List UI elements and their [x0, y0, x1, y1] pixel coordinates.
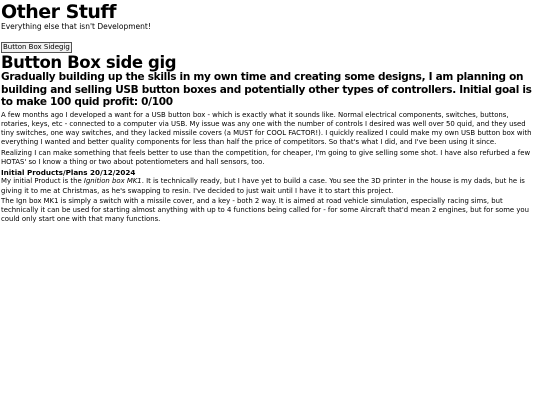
initial-product-text-end: . It is technically ready, but I have yet to build a case. You see the 3D printer in the house is my dads, but he is giving it to me at Christmas, as he's swapping to resin. I've decided to just wait until I have it to start this project. — [1, 177, 525, 195]
section-heading: Initial Products/Plans 20/12/2024 — [1, 168, 136, 178]
ign-box-paragraph: The Ign box MK1 is simply a switch with a missile cover, and a key - both 2 way. It is aimed at road vehicle simulation, especially racing sims, but technically it can be used for starting almost anything with up to 4 functions being called for - for some Aircraft that'd mean 2 engines, but for some you could only start one with that many functions. — [1, 196, 530, 224]
product-name: Ignition box MK1 — [83, 177, 142, 186]
site-tagline: Everything else that isn't Development! — [1, 22, 151, 31]
post-title: Button Box side gig — [1, 53, 177, 72]
post-subtitle: Gradually building up the skills in my own time and creating some designs, I am planning on building and selling USB button boxes and potentially other types of controllers. Initial goal is to make 100 quid profit: 0/100 — [1, 71, 532, 108]
intro-paragraph: A few months ago I developed a want for a USB button box - which is exactly what it sounds like. Normal electrical components, switches, buttons, rotaries, keys, etc - connected to a computer via USB. My issue was any one with the number of controls I desired was well over 50 quid, and they used tiny switches, one way switches, and they lacked missile covers (a MUST for COOL FACTOR!). I quickly realized I could make my own USB button box with everything I wanted and better quality components for less than half the price of competitors. So that's what I did, and I've been using it since. — [1, 110, 532, 147]
nav-bar — [1, 34, 540, 53]
selling-paragraph: Realizing I can make something that feels better to use than the competition, for cheaper, I'm going to give selling some shot. I have also refurbed a few HOTAS' so I know a thing or two about potentiometers and hall sensors, too. — [1, 148, 531, 166]
post — [1, 54, 540, 225]
initial-product-text-start: My initial Product is the — [1, 177, 84, 186]
site-title: Other Stuff — [1, 1, 116, 23]
initial-product-paragraph — [1, 177, 539, 196]
nav-link-button-box-sidegig[interactable]: Button Box Sidegig — [3, 43, 70, 51]
